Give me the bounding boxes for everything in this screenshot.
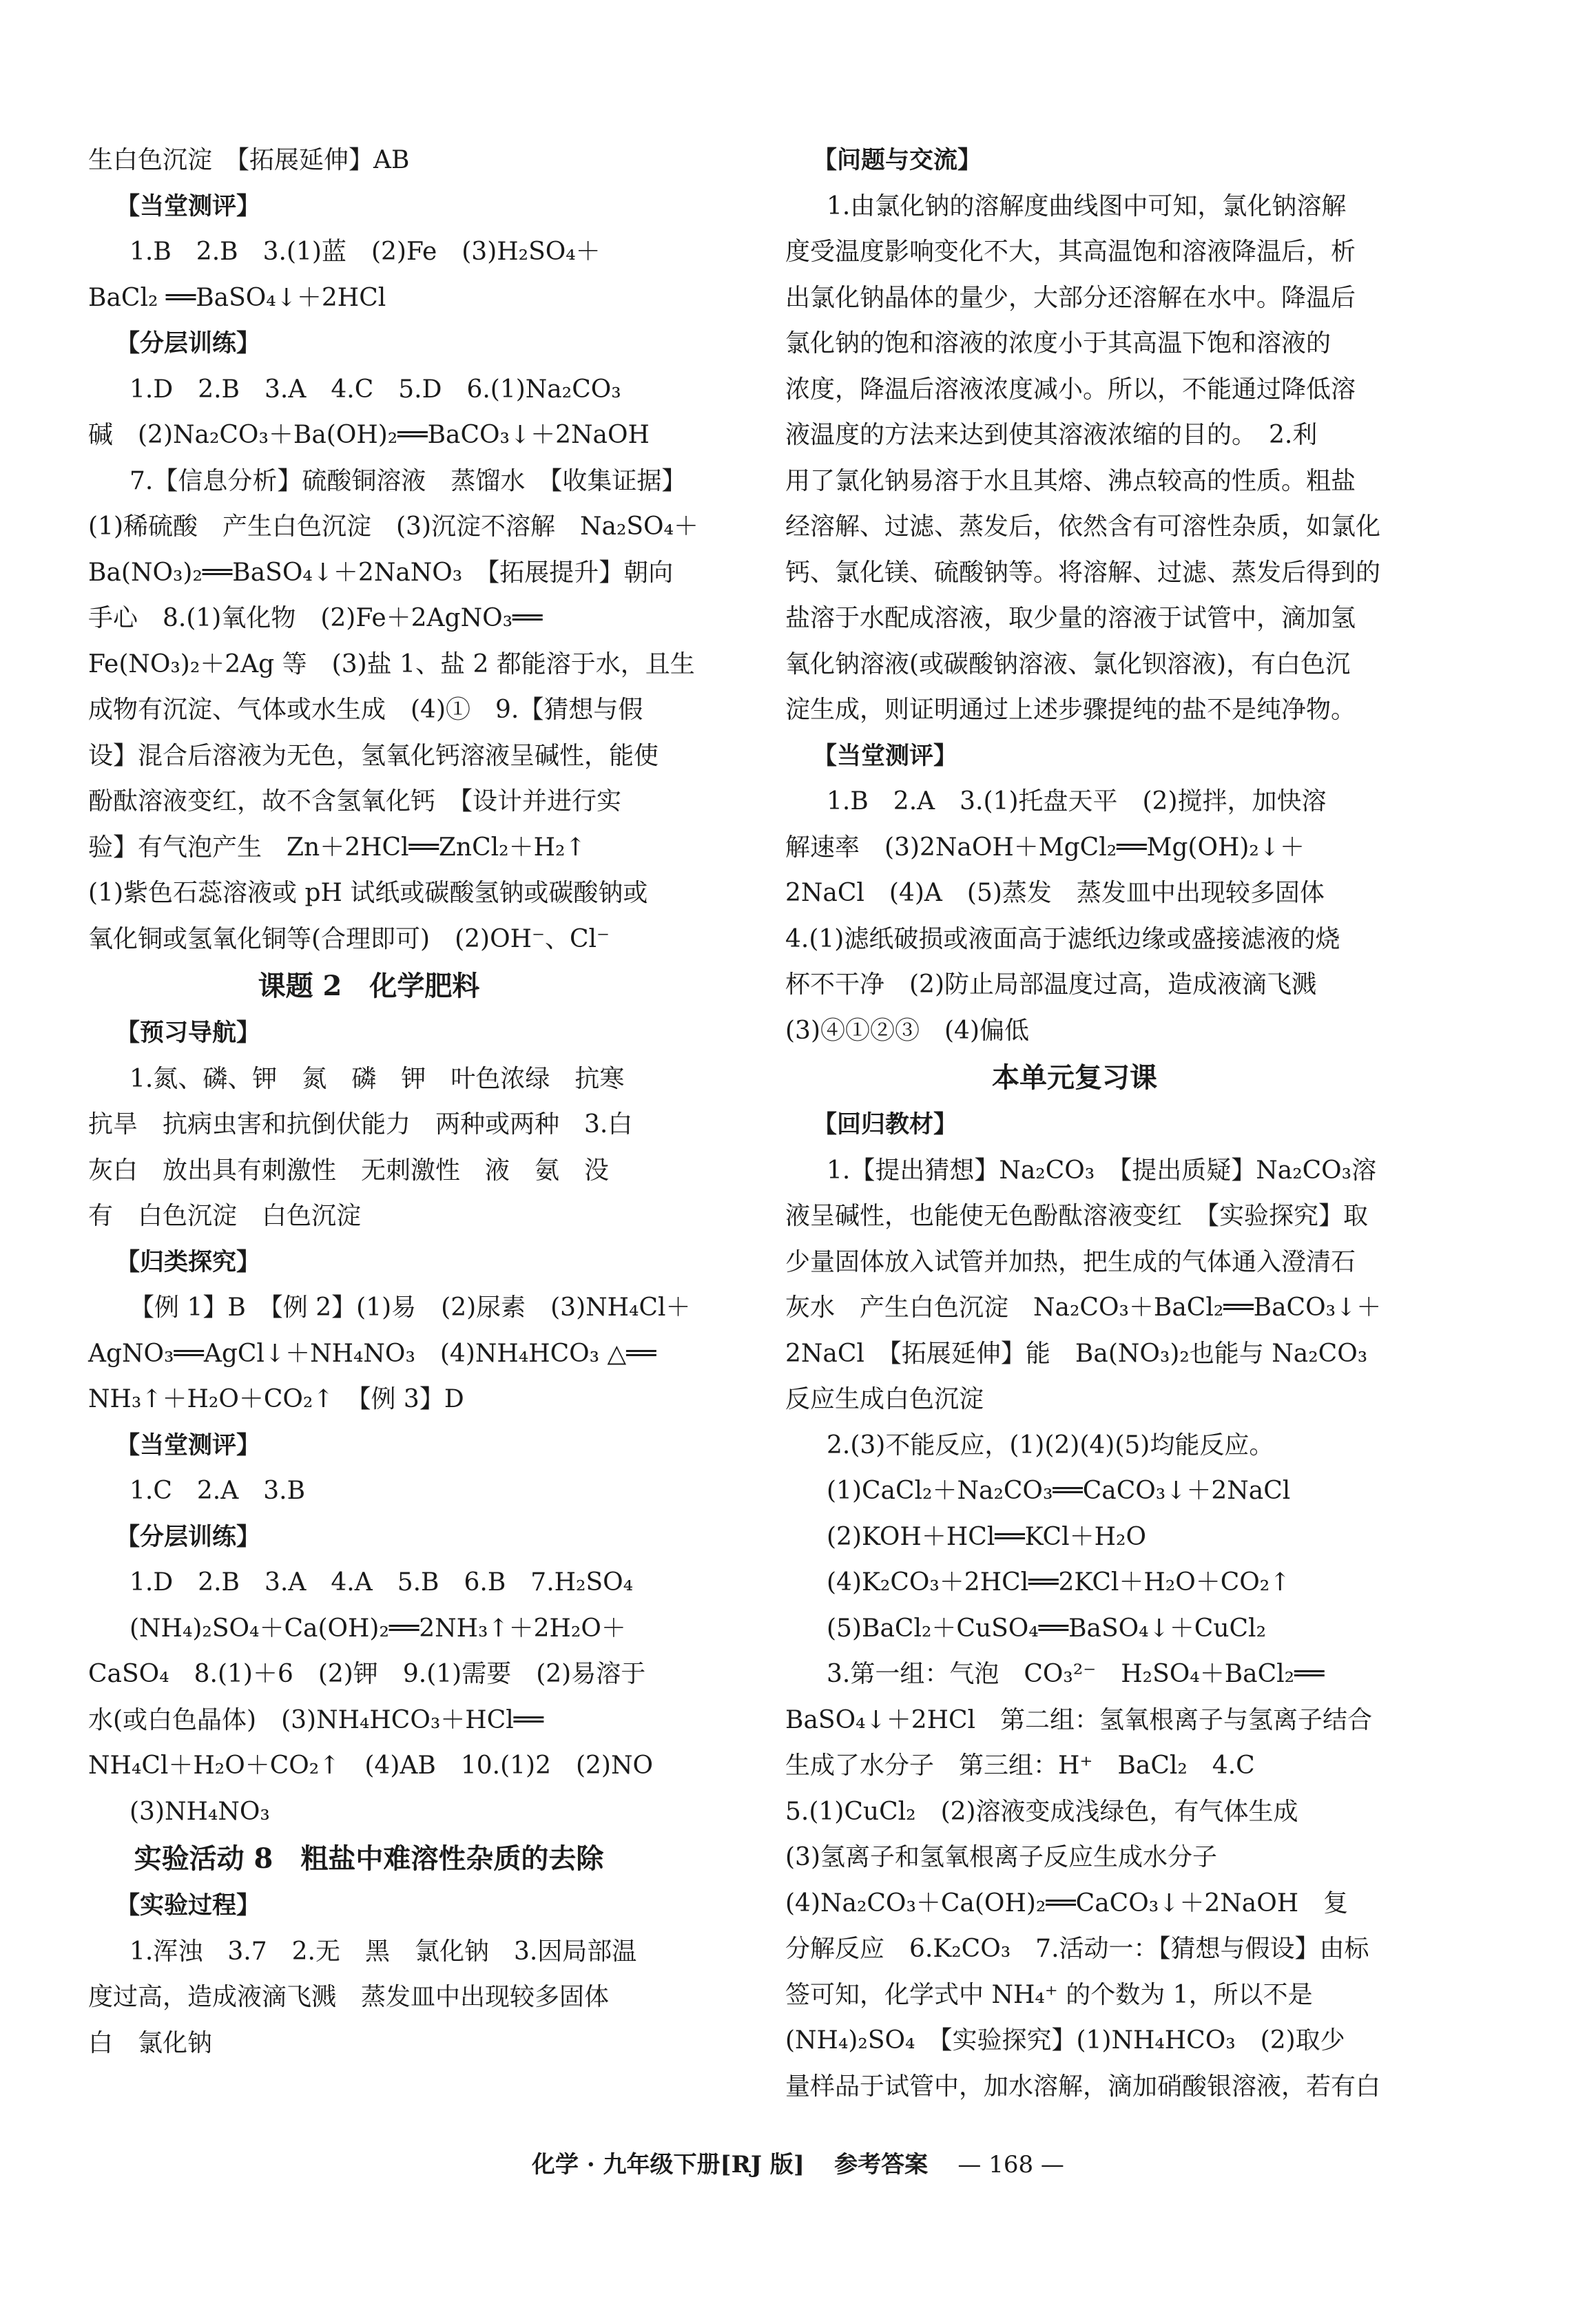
section-heading: 【分层训练】	[116, 329, 261, 357]
text-line: 度过高，造成液滴飞溅 蒸发皿中出现较多固体	[88, 1983, 610, 2011]
text-line: 抗旱 抗病虫害和抗倒伏能力 两种或两种 3.白	[88, 1110, 633, 1139]
left-column	[88, 138, 698, 2066]
text-line: (NH₄)₂SO₄＋Ca(OH)₂══2NH₃↑＋2H₂O＋	[129, 1614, 626, 1643]
text-line: 白 氯化钠	[88, 2028, 213, 2057]
text-line: 1.C 2.A 3.B	[129, 1477, 306, 1505]
text-line: BaSO₄↓＋2HCl 第二组：氢氧根离子与氢离子结合	[785, 1705, 1373, 1734]
text-line: (1)稀硫酸 产生白色沉淀 (3)沉淀不溶解 Na₂SO₄＋	[88, 512, 698, 541]
text-line: BaCl₂ ══BaSO₄↓＋2HCl	[88, 283, 386, 312]
section-heading: 【当堂测评】	[813, 741, 958, 770]
text-line: (5)BaCl₂＋CuSO₄══BaSO₄↓＋CuCl₂	[827, 1614, 1266, 1643]
text-line: 水(或白色晶体) (3)NH₄HCO₃＋HCl══	[88, 1705, 544, 1734]
text-line: 反应生成白色沉淀	[785, 1385, 984, 1413]
text-line: 手心 8.(1)氧化物 (2)Fe＋2AgNO₃══	[88, 604, 543, 632]
text-line: 量样品于试管中，加水溶解，滴加硝酸银溶液，若有白	[785, 2072, 1381, 2101]
text-line: 盐溶于水配成溶液，取少量的溶液于试管中，滴加氢	[785, 604, 1356, 632]
text-line: 1.D 2.B 3.A 4.A 5.B 6.B 7.H₂SO₄	[129, 1568, 634, 1597]
text-line: Ba(NO₃)₂══BaSO₄↓＋2NaNO₃ 【拓展提升】朝向	[88, 558, 674, 587]
section-heading: 【归类探究】	[116, 1247, 261, 1276]
text-line: 成物有沉淀、气体或水生成 (4)① 9.【猜想与假	[88, 696, 643, 724]
section-heading: 【预习导航】	[116, 1019, 261, 1047]
text-line: 7.【信息分析】硫酸铜溶液 蒸馏水 【收集证据】	[129, 466, 687, 495]
lesson-title: 实验活动 8 粗盐中难溶性杂质的去除	[134, 1842, 604, 1875]
section-heading: 【当堂测评】	[116, 1431, 261, 1459]
text-line: 灰水 产生白色沉淀 Na₂CO₃＋BaCl₂══BaCO₃↓＋	[785, 1293, 1382, 1322]
text-line: (1)CaCl₂＋Na₂CO₃══CaCO₃↓＋2NaCl	[827, 1477, 1291, 1505]
text-line: 1.氮、磷、钾 氮 磷 钾 叶色浓绿 抗寒	[129, 1064, 625, 1093]
right-column	[785, 138, 1382, 2110]
text-line: CaSO₄ 8.(1)＋6 (2)钾 9.(1)需要 (2)易溶于	[88, 1660, 646, 1688]
text-line: 有 白色沉淀 白色沉淀	[88, 1202, 362, 1230]
section-heading: 【问题与交流】	[813, 146, 982, 174]
text-line: 钙、氯化镁、硫酸钠等。将溶解、过滤、蒸发后得到的	[785, 558, 1381, 587]
text-line: 淀生成，则证明通过上述步骤提纯的盐不是纯净物。	[785, 696, 1356, 724]
text-line: 经溶解、过滤、蒸发后，依然含有可溶性杂质，如氯化	[785, 512, 1381, 541]
text-line: 2.(3)不能反应，(1)(2)(4)(5)均能反应。	[827, 1431, 1274, 1459]
section-heading: 【回归教材】	[813, 1110, 958, 1139]
text-line: 4.(1)滤纸破损或液面高于滤纸边缘或盛接滤液的烧	[785, 924, 1340, 953]
footer-book-title: 化学 · 九年级下册[RJ 版]	[532, 2151, 805, 2179]
text-line: 2NaCl (4)A (5)蒸发 蒸发皿中出现较多固体	[785, 879, 1325, 907]
text-line: 度受温度影响变化不大，其高温饱和溶液降温后，析	[785, 238, 1356, 266]
text-line: 杯不干净 (2)防止局部温度过高，造成液滴飞溅	[785, 970, 1316, 999]
text-line: 碱 (2)Na₂CO₃＋Ba(OH)₂══BaCO₃↓＋2NaOH	[88, 421, 650, 449]
text-line: 解速率 (3)2NaOH＋MgCl₂══Mg(OH)₂↓＋	[785, 833, 1305, 862]
text-line: 1.B 2.B 3.(1)蓝 (2)Fe (3)H₂SO₄＋	[129, 238, 601, 266]
text-line: (2)KOH＋HCl══KCl＋H₂O	[827, 1522, 1146, 1551]
text-line: 灰白 放出具有刺激性 无刺激性 液 氨 没	[88, 1156, 610, 1185]
text-line: (4)K₂CO₃＋2HCl══2KCl＋H₂O＋CO₂↑	[827, 1568, 1291, 1597]
text-line: 验】有气泡产生 Zn＋2HCl══ZnCl₂＋H₂↑	[88, 833, 586, 862]
text-line: AgNO₃══AgCl↓＋NH₄NO₃ (4)NH₄HCO₃ △══	[88, 1339, 656, 1368]
footer-page-number: — 168 —	[957, 2151, 1064, 2179]
text-line: 用了氯化钠易溶于水且其熔、沸点较高的性质。粗盐	[785, 466, 1356, 495]
footer-section: 参考答案	[834, 2151, 929, 2179]
text-line: (NH₄)₂SO₄ 【实验探究】(1)NH₄HCO₃ (2)取少	[785, 2026, 1345, 2055]
text-line: 1.B 2.A 3.(1)托盘天平 (2)搅拌，加快溶	[827, 787, 1327, 815]
section-heading: 【分层训练】	[116, 1522, 261, 1551]
text-line: 氯化钠的饱和溶液的浓度小于其高温下饱和溶液的	[785, 329, 1331, 357]
text-line: 1.浑浊 3.7 2.无 黑 氯化钠 3.因局部温	[129, 1937, 637, 1966]
text-line: (1)紫色石蕊溶液或 pH 试纸或碳酸氢钠或碳酸钠或	[88, 879, 648, 907]
text-line: 液呈碱性，也能使无色酚酞溶液变红 【实验探究】取	[785, 1202, 1369, 1230]
text-line: 酚酞溶液变红，故不含氢氧化钙 【设计并进行实	[88, 787, 622, 815]
text-line: 氧化钠溶液(或碳酸钠溶液、氯化钡溶液)，有白色沉	[785, 649, 1351, 678]
text-line: 1.由氯化钠的溶解度曲线图中可知，氯化钠溶解	[827, 191, 1347, 220]
text-line: (3)NH₄NO₃	[129, 1797, 270, 1826]
text-line: (3)④①②③ (4)偏低	[785, 1016, 1029, 1045]
text-line: 设】混合后溶液为无色，氢氧化钙溶液呈碱性，能使	[88, 741, 659, 770]
text-line: 氧化铜或氢氧化铜等(合理即可) (2)OH⁻、Cl⁻	[88, 924, 610, 953]
text-line: 【例 1】B 【例 2】(1)易 (2)尿素 (3)NH₄Cl＋	[129, 1293, 691, 1322]
text-line: 生白色沉淀 【拓展延伸】AB	[88, 146, 410, 174]
text-line: 2NaCl 【拓展延伸】能 Ba(NO₃)₂也能与 Na₂CO₃	[785, 1339, 1368, 1368]
text-line: 出氯化钠晶体的量少，大部分还溶解在水中。降温后	[785, 283, 1356, 312]
lesson-title: 本单元复习课	[992, 1061, 1157, 1094]
text-line: (4)Na₂CO₃＋Ca(OH)₂══CaCO₃↓＋2NaOH 复	[785, 1889, 1349, 1917]
text-line: 浓度，降温后溶液浓度减小。所以，不能通过降低溶	[785, 375, 1356, 404]
text-line: NH₄Cl＋H₂O＋CO₂↑ (4)AB 10.(1)2 (2)NO	[88, 1751, 653, 1780]
text-line: Fe(NO₃)₂＋2Ag 等 (3)盐 1、盐 2 都能溶于水，且生	[88, 649, 695, 678]
text-line: NH₃↑＋H₂O＋CO₂↑ 【例 3】D	[88, 1385, 464, 1413]
text-line: 1.D 2.B 3.A 4.C 5.D 6.(1)Na₂CO₃	[129, 375, 621, 404]
text-line: 3.第一组：气泡 CO₃²⁻ H₂SO₄＋BaCl₂══	[827, 1660, 1325, 1688]
text-line: 生成了水分子 第三组：H⁺ BaCl₂ 4.C	[785, 1751, 1255, 1780]
text-line: 签可知，化学式中 NH₄⁺ 的个数为 1，所以不是	[785, 1980, 1313, 2009]
text-line: (3)氢离子和氢氧根离子反应生成水分子	[785, 1843, 1217, 1871]
text-line: 分解反应 6.K₂CO₃ 7.活动一：【猜想与假设】由标	[785, 1935, 1369, 1963]
section-heading: 【实验过程】	[116, 1891, 261, 1920]
text-line: 少量固体放入试管并加热，把生成的气体通入澄清石	[785, 1247, 1356, 1276]
text-line: 1.【提出猜想】Na₂CO₃ 【提出质疑】Na₂CO₃溶	[827, 1156, 1377, 1185]
section-heading: 【当堂测评】	[116, 191, 261, 220]
page-footer	[0, 2145, 1596, 2179]
lesson-title: 课题 2 化学肥料	[258, 970, 480, 1002]
text-line: 液温度的方法来达到使其溶液浓缩的目的。 2.利	[785, 421, 1318, 449]
text-line: 5.(1)CuCl₂ (2)溶液变成浅绿色，有气体生成	[785, 1797, 1298, 1826]
